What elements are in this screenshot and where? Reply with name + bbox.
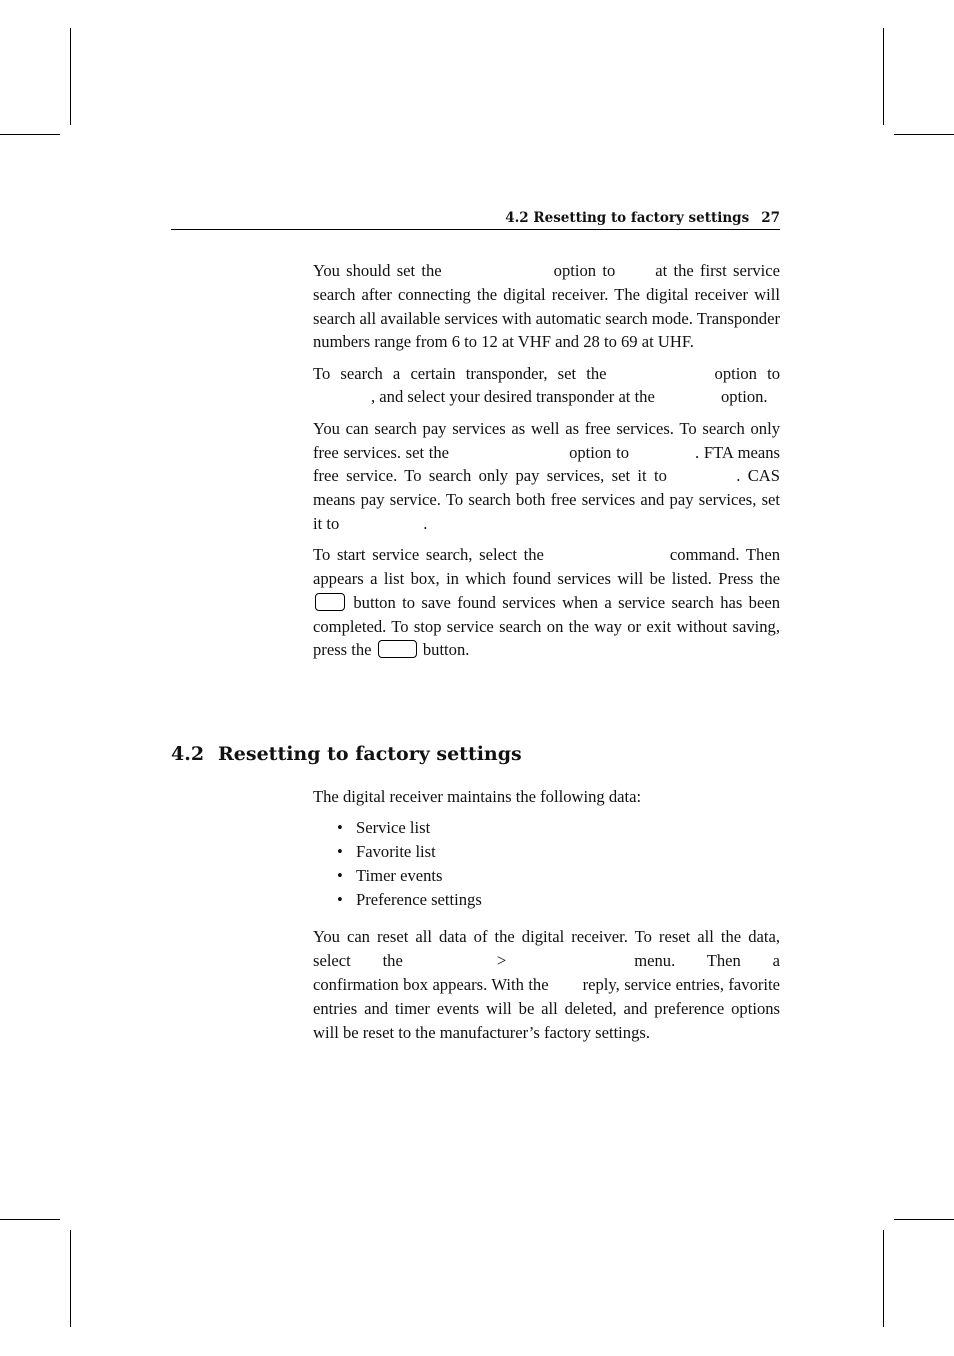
text-run: option to: [553, 261, 616, 280]
text-run: You should set the: [313, 261, 442, 280]
crop-mark: [883, 1230, 884, 1327]
list-item-text: Favorite list: [356, 842, 436, 862]
crop-mark: [0, 134, 60, 135]
crop-mark: [894, 1219, 954, 1220]
paragraph: [313, 259, 780, 354]
text-run: option.: [721, 387, 768, 407]
bullet-icon: •: [337, 889, 343, 909]
crop-mark: [70, 1230, 71, 1327]
bullet-icon: •: [337, 818, 343, 838]
paragraph: [313, 362, 780, 410]
section-lead: The digital receiver maintains the following data:: [313, 787, 642, 806]
list-item: [337, 888, 780, 912]
section-heading: [171, 740, 522, 768]
running-head: [171, 208, 780, 230]
ok-key-icon: [315, 593, 345, 611]
text-run: To search a certain transponder, set the: [313, 363, 607, 383]
section-title: Resetting to factory settings: [218, 743, 522, 765]
text-run: To start service search, select the: [313, 545, 544, 565]
text-run: option to: [569, 442, 630, 462]
intro-text: [313, 259, 780, 670]
list-item-text: Service list: [356, 818, 431, 838]
paragraph: [313, 417, 780, 536]
crop-mark: [894, 134, 954, 135]
list-item: [337, 816, 780, 840]
crop-mark: [70, 28, 71, 125]
text-run: at the first service search after connecting the digital receiver. The digital receiver will search all available services with automatic search mode. Transponder numbers range from 6 to 12 at VHF and 28 to 69 at UHF.: [313, 261, 780, 352]
bullet-icon: •: [337, 865, 343, 885]
text-run: button to save found services when a service search has been completed. To stop service search on the way or exit without saving, press the: [313, 592, 780, 660]
text-run: command. Then appears a list box, in which found services will be listed. Press the: [313, 545, 780, 589]
section-number: 4.2: [171, 743, 205, 765]
page-number: 27: [761, 210, 780, 226]
bullet-list: [313, 816, 780, 911]
list-item-text: Preference settings: [356, 889, 482, 909]
running-head-title: 4.2 Resetting to factory settings: [505, 210, 750, 226]
exit-key-icon: [378, 640, 417, 658]
text-run: button.: [422, 640, 470, 660]
bullet-icon: •: [337, 842, 343, 862]
list-item-text: Timer events: [356, 865, 443, 885]
text-run: .: [423, 513, 428, 533]
crop-mark: [0, 1219, 60, 1220]
menu-separator: >: [496, 951, 507, 971]
text-run: , and select your desired transponder at the: [371, 387, 655, 407]
text-run: reply, service entries, favorite entries and timer events will be all deleted, and preference options will be reset to the manufacturer’s factory settings.: [313, 975, 781, 1042]
list-item: [337, 840, 780, 864]
text-run: You can reset all data of the digital receiver. To reset all the data, select the: [313, 927, 780, 971]
text-run: . FTA means free service. To search only pay services, set it to: [313, 442, 781, 486]
list-item: [337, 864, 780, 888]
crop-mark: [883, 28, 884, 125]
text-run: You can search pay services as well as free services. To search only free services. set the: [313, 418, 780, 462]
paragraph: [313, 543, 780, 662]
text-run: . CAS means pay service. To search both free services and pay services, set it to: [313, 466, 780, 533]
text-run: option to: [714, 363, 780, 383]
text-run: menu. Then a confirmation box appears. With the: [313, 951, 780, 995]
paragraph: [313, 925, 780, 1044]
section-body: [313, 785, 780, 1052]
